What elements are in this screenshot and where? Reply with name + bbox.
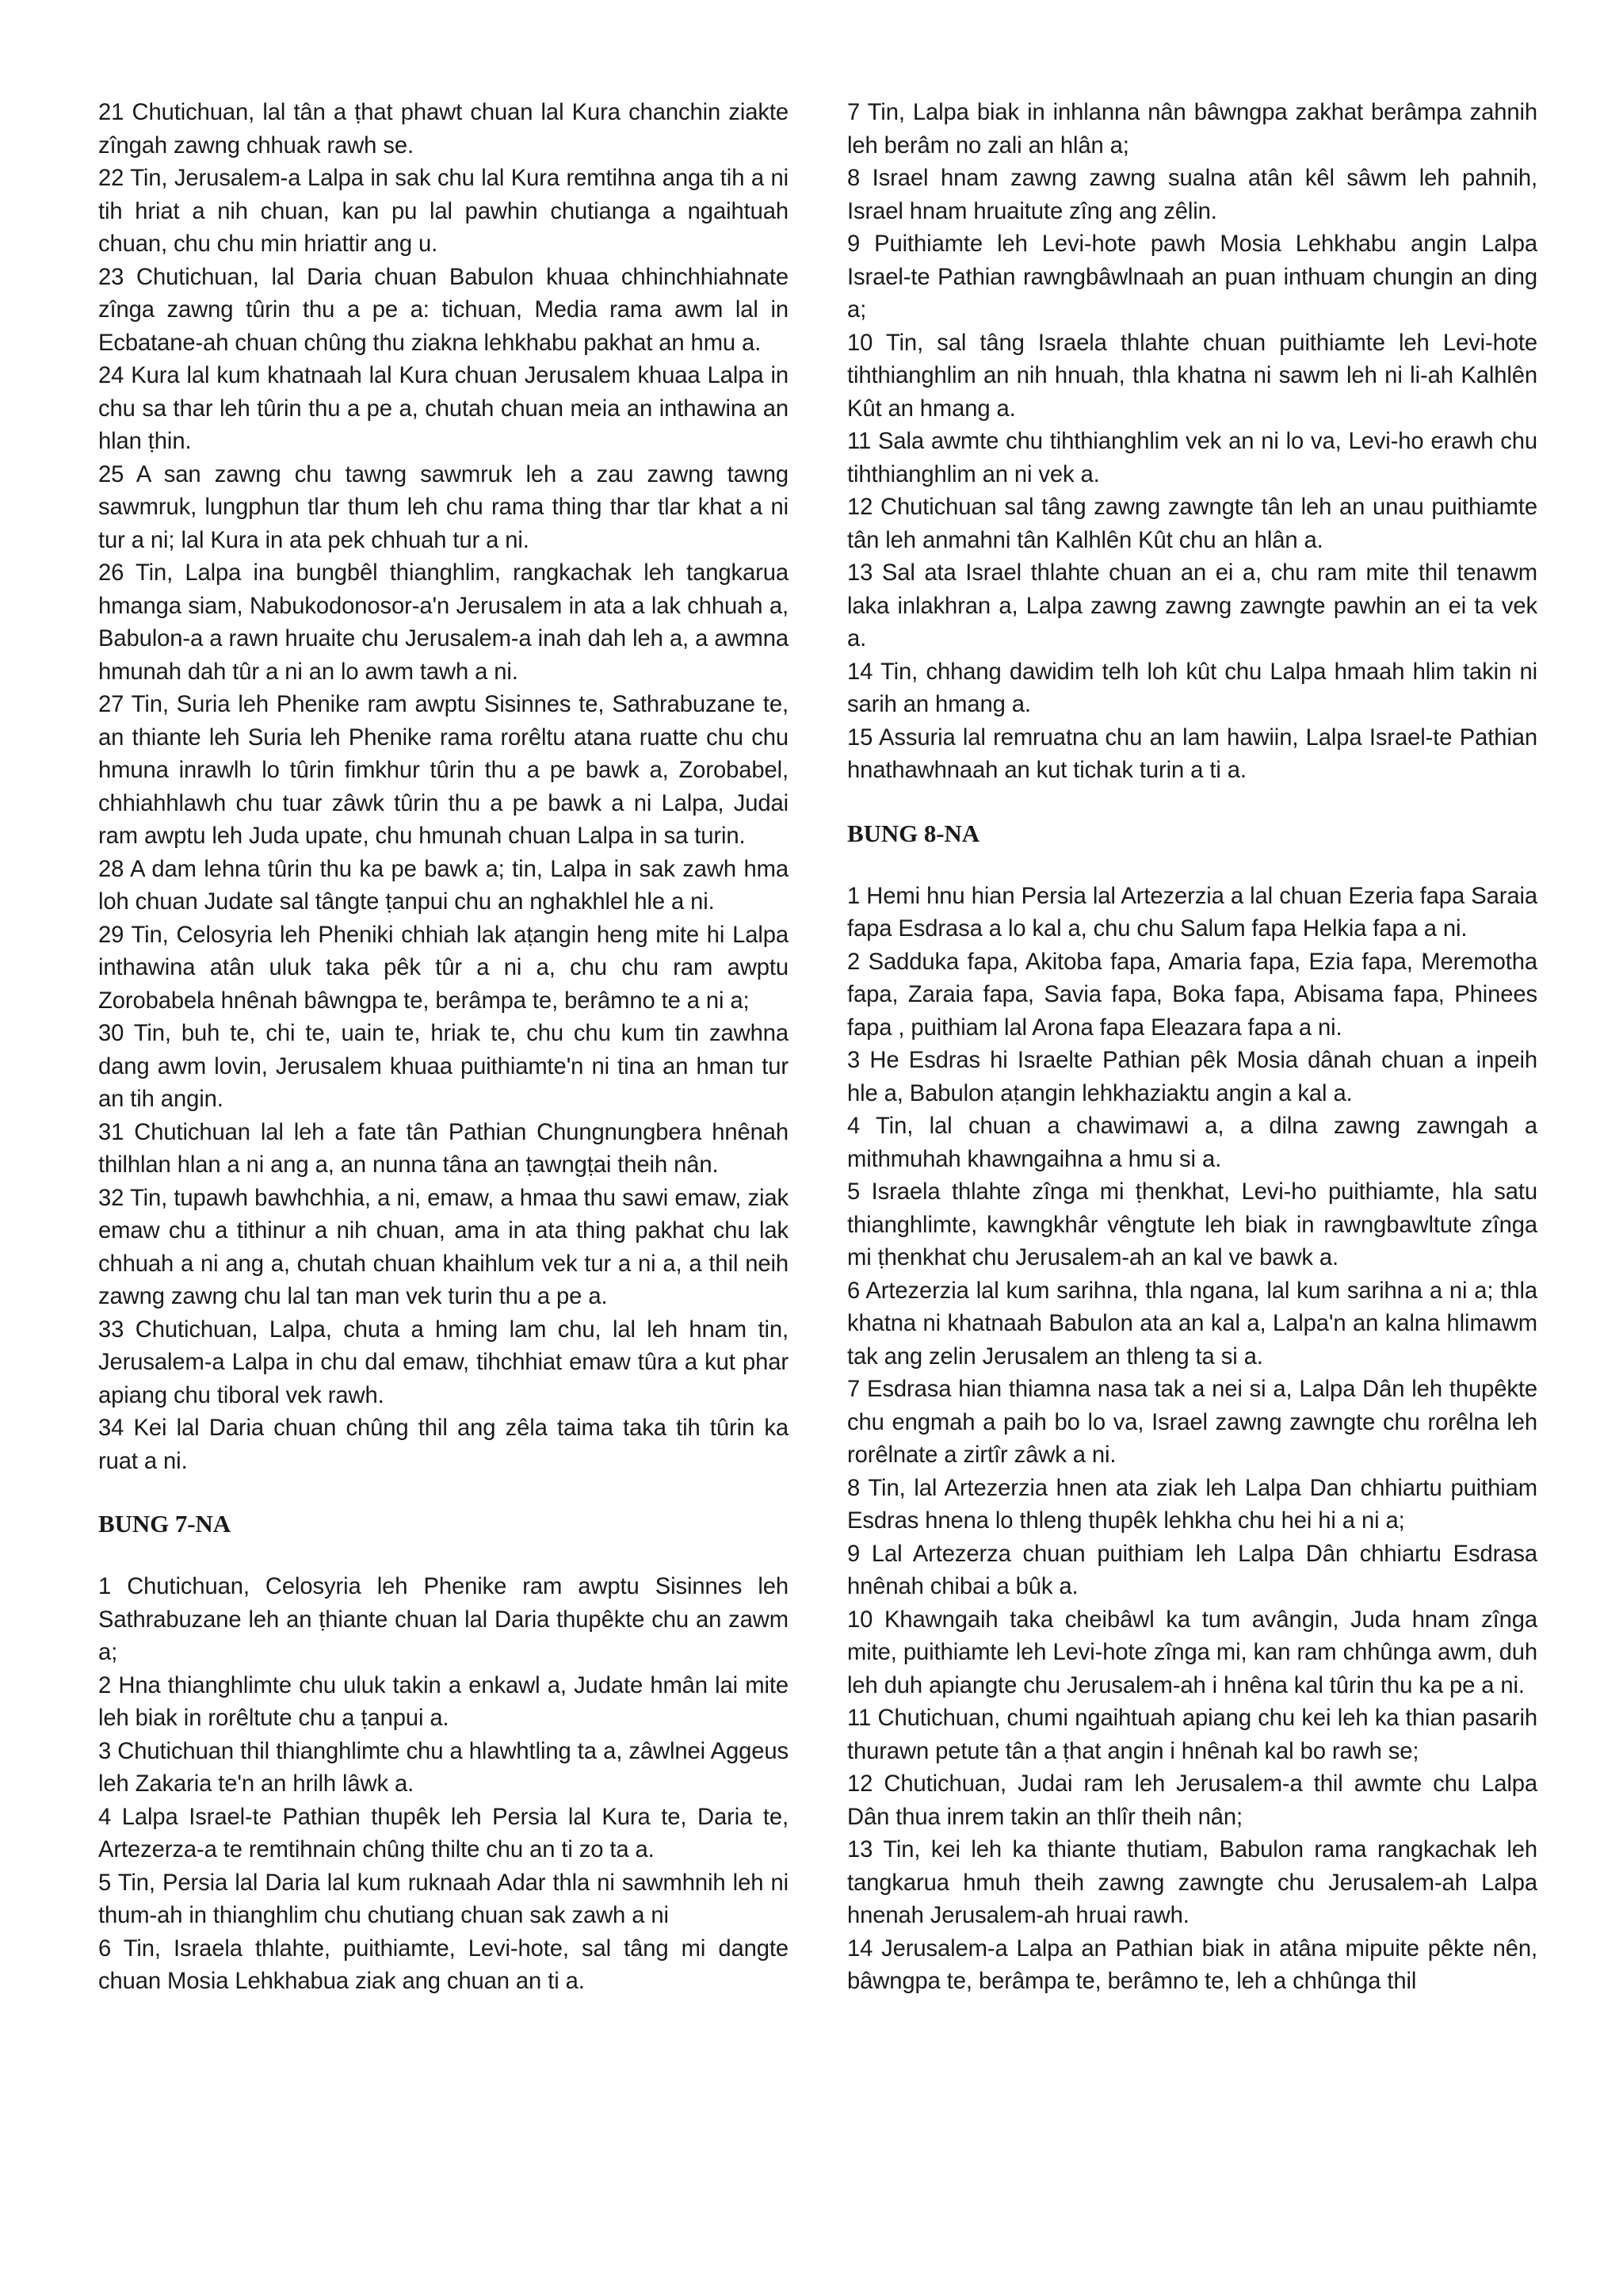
verse-paragraph: 32 Tin, tupawh bawhchhia, a ni, emaw, a hmaa thu sawi emaw, ziak emaw chu a tithinur a nih chuan, ama in ata thing pakhat chu lak chhuah a ni ang a, chutah chuan khaihlum vek tur a ni a, a thil neih zawng zawng chu lal tan man vek turin thu a pe a. [98,1185,789,1309]
verse-paragraph: 3 Chutichuan thil thianghlimte chu a hlawhtling ta a, zâwlnei Aggeus leh Zakaria te'n an hrilh lâwk a. [98,1738,789,1797]
verse-paragraph: 7 Esdrasa hian thiamna nasa tak a nei si a, Lalpa Dân leh thupêkte chu engmah a paih bo lo va, Israel zawng zawngte chu rorêlna leh rorêlnate a zirtîr zâwk a ni. [847,1377,1537,1468]
verse-paragraph: 8 Israel hnam zawng zawng sualna atân kêl sâwm leh pahnih, Israel hnam hruaitute zîng ang zêlin. [847,166,1537,224]
verse-paragraph: 2 Hna thianghlimte chu uluk takin a enkawl a, Judate hmân lai mite leh biak in rorêltute chu a ṭanpui a. [98,1672,789,1731]
verse-paragraph: 4 Tin, lal chuan a chawimawi a, a dilna zawng zawngah a mithmuhah khawngaihna a hmu si a. [847,1114,1537,1172]
verse-paragraph: 12 Chutichuan, Judai ram leh Jerusalem-a thil awmte chu Lalpa Dân thua inrem takin an thlîr theih nân; [847,1771,1537,1830]
verse-paragraph: 11 Sala awmte chu tihthianghlim vek an ni lo va, Levi-ho erawh chu tihthianghlim an ni vek a. [847,429,1537,487]
verse-paragraph: 33 Chutichuan, Lalpa, chuta a hming lam chu, lal leh hnam tin, Jerusalem-a Lalpa in chu dal emaw, tihchhiat emaw tûra a kut phar apiang chu tiboral vek rawh. [98,1316,789,1408]
verse-paragraph: 6 Artezerzia lal kum sarihna, thla ngana, lal kum sarihna a ni a; thla khatna ni khatnaah Babulon ata an kal a, Lalpa'n an kalna hlimawm tak ang zelin Jerusalem an thleng ta si a. [847,1278,1537,1370]
verse-paragraph: 26 Tin, Lalpa ina bungbêl thianghlim, rangkachak leh tangkarua hmanga siam, Nabukodonosor-a'n Jerusalem in ata a lak chhuah a, Babulon-a a rawn hruaite chu Jerusalem-a inah dah leh a, a awmna hmunah dah tûr a ni an lo awm tawh a ni. [98,560,789,685]
verse-paragraph: 9 Lal Artezerza chuan puithiam leh Lalpa Dân chhiartu Esdrasa hnênah chibai a bûk a. [847,1541,1537,1599]
verse-paragraph: 13 Tin, kei leh ka thiante thutiam, Babulon rama rangkachak leh tangkarua hmuh theih zawng zawngte chu Jerusalem-ah Lalpa hnenah Jerusalem-ah hruai rawh. [847,1837,1537,1928]
verse-paragraph: 8 Tin, lal Artezerzia hnen ata ziak leh Lalpa Dan chhiartu puithiam Esdras hnena lo thleng thupêk lehkha chu hei hi a ni a; [847,1475,1537,1534]
verse-paragraph: 24 Kura lal kum khatnaah lal Kura chuan Jerusalem khuaa Lalpa in chu sa thar leh tûrin thu a pe a, chutah chuan meia an inthawina an hlan ṭhin. [98,363,789,454]
verse-paragraph: 34 Kei lal Daria chuan chûng thil ang zêla taima taka tih tûrin ka ruat a ni. [98,1415,789,1474]
verse-paragraph: 14 Tin, chhang dawidim telh loh kût chu Lalpa hmaah hlim takin ni sarih an hmang a. [847,659,1537,717]
verse-paragraph: 10 Khawngaih taka cheibâwl ka tum avângin, Juda hnam zînga mite, puithiamte leh Levi-hote zînga mi, kan ram chhûnga awm, duh leh duh apiangte chu Jerusalem-ah i hnêna kal tûrin thu ka pe a ni. [847,1606,1537,1698]
verse-paragraph: 25 A san zawng chu tawng sawmruk leh a zau zawng tawng sawmruk, lungphun tlar thum leh chu rama thing thar tlar khat a ni tur a ni; lal Kura in ata pek chhuah tur a ni. [98,461,789,553]
verse-paragraph: 5 Tin, Persia lal Daria lal kum ruknaah Adar thla ni sawmhnih leh ni thum-ah in thianghlim chu chutiang chuan sak zawh a ni [98,1870,789,1928]
verse-paragraph: 28 A dam lehna tûrin thu ka pe bawk a; tin, Lalpa in sak zawh hma loh chuan Judate sal tângte ṭanpui chu an nghakhlel hle a ni. [98,856,789,915]
chapter-heading-7: BUNG 7-NA [98,1510,231,1538]
verse-paragraph: 2 Sadduka fapa, Akitoba fapa, Amaria fapa, Ezia fapa, Meremotha fapa, Zaraia fapa, Savia fapa, Boka fapa, Abisama fapa, Phinees fapa , puithiam lal Arona fapa Eleazara fapa a ni. [847,949,1537,1041]
right-column [847,97,1537,2248]
chapter-heading-8: BUNG 8-NA [847,819,980,847]
verse-paragraph: 30 Tin, buh te, chi te, uain te, hriak te, chu chu kum tin zawhna dang awm lovin, Jerusalem khuaa puithiamte'n ni tina an hman tur an tih angin. [98,1021,789,1112]
verse-paragraph: 27 Tin, Suria leh Phenike ram awptu Sisinnes te, Sathrabuzane te, an thiante leh Suria leh Phenike rama rorêltu atana ruatte chu chu hmuna inrawlh lo tûrin fimkhur tûrin thu a pe bawk a, Zorobabel, chhiahhlawh chu tuar zâwk tûrin thu a pe bawk a ni Lalpa, Judai ram awptu leh Juda upate, chu hmunah chuan Lalpa in sa turin. [98,692,789,849]
verse-paragraph: 13 Sal ata Israel thlahte chuan an ei a, chu ram mite thil tenawm laka inlakhran a, Lalpa zawng zawng zawngte pawhin an ei ta vek a. [847,560,1537,651]
verse-paragraph: 10 Tin, sal tâng Israela thlahte chuan puithiamte leh Levi-hote tihthianghlim an nih hnuah, thla khatna ni sawm leh ni li-ah Kalhlên Kût an hmang a. [847,330,1537,422]
verse-paragraph: 1 Hemi hnu hian Persia lal Artezerzia a lal chuan Ezeria fapa Saraia fapa Esdrasa a lo kal a, chu chu Salum fapa Helkia fapa a ni. [847,883,1537,942]
verse-paragraph: 1 Chutichuan, Celosyria leh Phenike ram awptu Sisinnes leh Sathrabuzane leh an ṭhiante chuan lal Daria thupêkte chu an zawm a; [98,1574,789,1665]
verse-paragraph: 6 Tin, Israela thlahte, puithiamte, Levi-hote, sal tâng mi dangte chuan Mosia Lehkhabua ziak ang chuan an ti a. [98,1935,789,1994]
verse-paragraph: 12 Chutichuan sal tâng zawng zawngte tân leh an unau puithiamte tân leh anmahni tân Kalhlên Kût chu an hlân a. [847,495,1537,553]
left-column [98,97,789,2248]
left-verses-b [98,1571,789,1999]
verse-paragraph: 4 Lalpa Israel-te Pathian thupêk leh Persia lal Kura te, Daria te, Artezerza-a te remtihnain chûng thilte chu an ti zo ta a. [98,1804,789,1862]
verse-paragraph: 14 Jerusalem-a Lalpa an Pathian biak in atâna mipuite pêkte nên, bâwngpa te, berâmpa te, berâmno te, leh a chhûnga thil [847,1935,1537,1994]
verse-paragraph: 3 He Esdras hi Israelte Pathian pêk Mosia dânah chuan a inpeih hle a, Babulon aṭangin lehkhaziaktu angin a kal a. [847,1048,1537,1106]
verse-paragraph: 22 Tin, Jerusalem-a Lalpa in sak chu lal Kura remtihna anga tih a ni tih hriat a nih chuan, kan pu lal pawhin chutianga a ngaihtuah chuan, chu chu min hriattir ang u. [98,166,789,257]
right-verses-b [847,881,1537,1999]
verse-paragraph: 23 Chutichuan, lal Daria chuan Babulon khuaa chhinchhiahnate zînga zawng tûrin thu a pe a: tichuan, Media rama awm lal in Ecbatane-ah chuan chûng thu ziakna lehkhabu pakhat an hmu a. [98,264,789,356]
verse-paragraph: 5 Israela thlahte zînga mi ṭhenkhat, Levi-ho puithiamte, hla satu thianghlimte, kawngkhâr vêngtute leh biak in rawngbawltute zînga mi ṭhenkhat chu Jerusalem-ah an kal ve bawk a. [847,1179,1537,1270]
verse-paragraph: 11 Chutichuan, chumi ngaihtuah apiang chu kei leh ka thian pasarih thurawn petute tân a ṭhat angin i hnênah kal bo rawh se; [847,1706,1537,1764]
verse-paragraph: 15 Assuria lal remruatna chu an lam hawiin, Lalpa Israel-te Pathian hnathawhnaah an kut tichak turin a ti a. [847,724,1537,783]
verse-paragraph: 31 Chutichuan lal leh a fate tân Pathian Chungnungbera hnênah thilhlan hlan a ni ang a, an nunna tâna an ṭawngṭai theih nân. [98,1119,789,1178]
verse-paragraph: 29 Tin, Celosyria leh Pheniki chhiah lak aṭangin heng mite hi Lalpa inthawina atân uluk taka pêk tûr a ni a, chu chu ram awptu Zorobabela hnênah bâwngpa te, berâmpa te, berâmno te a ni a; [98,922,789,1014]
verse-paragraph: 21 Chutichuan, lal tân a ṭhat phawt chuan lal Kura chanchin ziakte zîngah zawng chhuak rawh se. [98,100,789,159]
verse-paragraph: 9 Puithiamte leh Levi-hote pawh Mosia Lehkhabu angin Lalpa Israel-te Pathian rawngbâwlnaah an puan inthuam chungin an ding a; [847,231,1537,323]
right-verses-a [847,97,1537,788]
left-verses-a [98,97,789,1478]
verse-paragraph: 7 Tin, Lalpa biak in inhlanna nân bâwngpa zakhat berâmpa zahnih leh berâm no zali an hlân a; [847,100,1537,159]
